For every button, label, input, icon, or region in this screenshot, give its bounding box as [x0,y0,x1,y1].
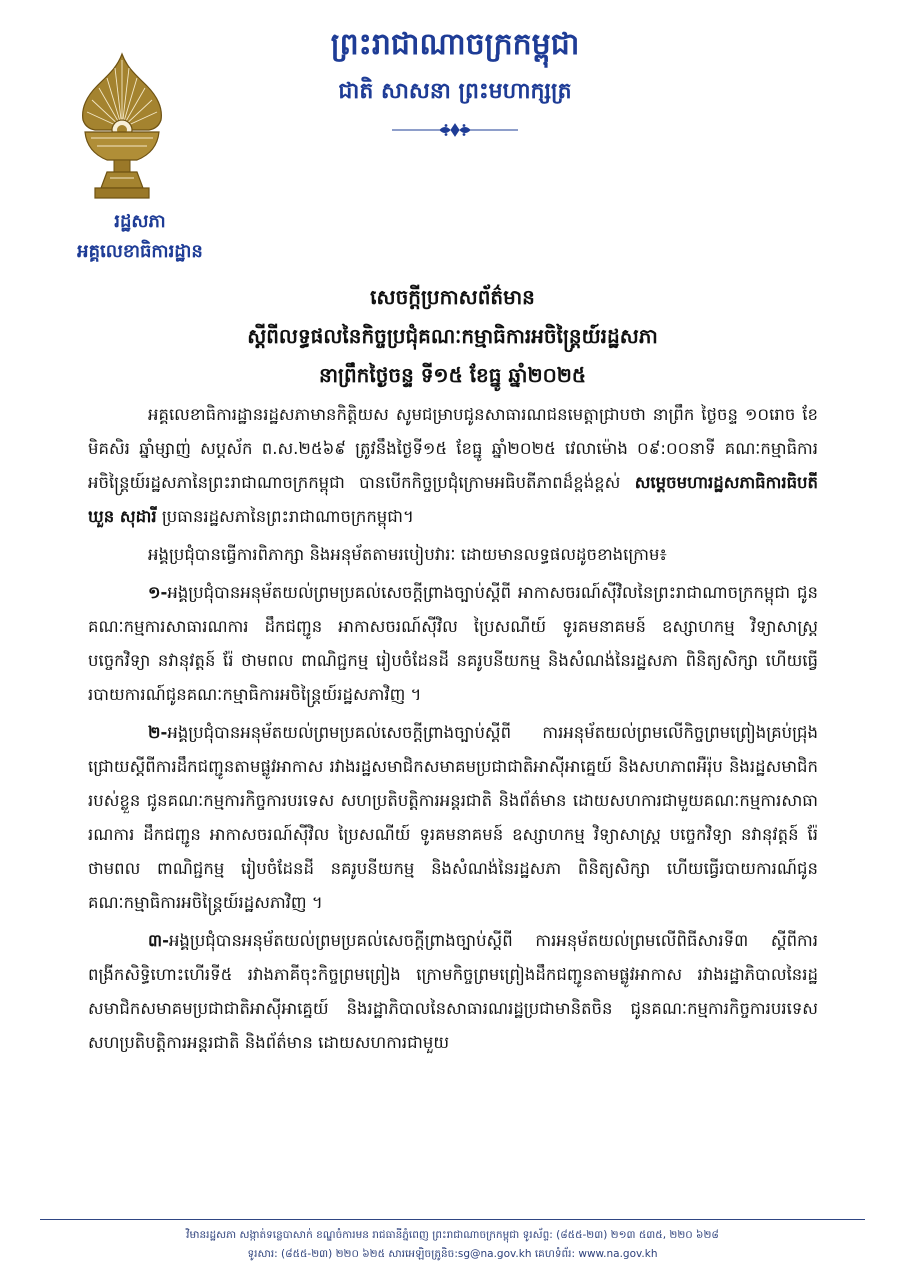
kingdom-heading: ព្រះរាជាណាចក្រកម្ពុជា [330,27,580,62]
national-motto: ជាតិ សាសនា ព្រះមហាក្សត្រ [338,79,572,104]
national-assembly-emblem-icon [77,52,167,202]
department-name: អគ្គលេខាធិការដ្ឋាន [77,241,203,262]
footer-fax-email-web: ទូរសារ: (៨៥៥-២៣) ២២០ ៦២៥ សារអេឡិចត្រូនិច:sg@na.gov.kh គេហទំព័រ: www.na.gov.kh [247,1248,658,1260]
document-title [60,278,845,395]
ornament-divider-icon [390,123,520,137]
title-line-3: នាព្រឹកថ្ងៃចន្ទ ទី១៥ ខែធ្នូ ឆ្នាំ២០២៥ [318,363,587,387]
item-number: ៣- [148,931,169,950]
item-text: អង្គប្រជុំបានអនុម័តយល់ព្រមប្រគល់សេចក្តីព្រាងច្បាប់ស្តីពី ការអនុម័តយល់ព្រមលើកិច្ចព្រមព្រៀងគ្រប់ជ្រុងជ្រោយស្តីពីការដឹកជញ្ជូនតាមផ្លូវអាកាស រវាងរដ្ឋសមាជិកសមាគមប្រជាជាតិអាស៊ីអាគ្នេយ៍ និងសហភាពអឺរ៉ុប និងរដ្ឋសមាជិករបស់ខ្លួន ជូនគណៈកម្មការកិច្ចការបរទេស សហប្រតិបត្តិការអន្តរជាតិ និងព័ត៌មាន ដោយសហការជាមួយគណៈកម្មការសាធារណការ ដឹកជញ្ជូន អាកាសចរណ៍ស៊ីវិល ប្រៃសណីយ៍ ទូរគមនាគមន៍ ឧស្សាហកម្ម វិទ្យាសាស្ត្រ បច្ចេកវិទ្យា នវានុវត្តន៍ រ៉ែ ថាមពល ពាណិជ្ជកម្ម រៀបចំដែនដី នគរូបនីយកម្ម និងសំណង់នៃរដ្ឋសភា ពិនិត្យសិក្សា ហើយធ្វើរបាយការណ៍ជូនគណៈកម្មាធិការអចិន្ត្រៃយ៍រដ្ឋសភាវិញ ។ [88,723,818,912]
organization-name: រដ្ឋសភា [114,211,166,232]
footer-contact [40,1226,865,1264]
item-text: អង្គប្រជុំបានអនុម័តយល់ព្រមប្រគល់សេចក្តីព្រាងច្បាប់ស្តីពី ការអនុម័តយល់ព្រមលើពិធីសារទី៣ ស្តីពីការពង្រីកសិទ្ធិហោះហើរទី៥ រវាងភាគីចុះកិច្ចព្រមព្រៀង ក្រោមកិច្ចព្រមព្រៀងដឹកជញ្ជូនតាមផ្លូវអាកាស រវាងរដ្ឋាភិបាលនៃរដ្ឋសមាជិកសមាគមប្រជាជាតិអាស៊ីអាគ្នេយ៍ និងរដ្ឋាភិបាលនៃសាធារណរដ្ឋប្រជាមានិតចិន ជូនគណៈកម្មការកិច្ចការបរទេស សហប្រតិបត្តិការអន្តរជាតិ និងព័ត៌មាន ដោយសហការជាមួយ [88,931,818,1052]
intro-text: អគ្គលេខាធិការដ្ឋានរដ្ឋសភាមានកិត្តិយស សូមជម្រាបជូនសាធារណជនមេត្តាជ្រាបថា នាព្រឹក ថ្ងៃចន្ទ ១០រោច ខែមិគសិរ ឆ្នាំម្សាញ់ សប្តស័ក ព.ស.២៥៦៩ ត្រូវនឹងថ្ងៃទី១៥ ខែធ្នូ ឆ្នាំ២០២៥ វេលាម៉ោង ០៩:០០នាទី គណៈកម្មាធិការអចិន្ត្រៃយ៍រដ្ឋសភានៃព្រះរាជាណាចក្រកម្ពុជា បានបើកកិច្ចប្រជុំក្រោមអធិបតីភាពដ៏ខ្ពង់ខ្ពស់ [88,405,818,492]
document-body [88,398,818,1206]
result-item [88,716,818,920]
item-text: អង្គប្រជុំបានអនុម័តយល់ព្រមប្រគល់សេចក្តីព្រាងច្បាប់ស្តីពី អាកាសចរណ៍ស៊ីវិលនៃព្រះរាជាណាចក្រកម្ពុជា ជូនគណៈកម្មការសាធារណការ ដឹកជញ្ជូន អាកាសចរណ៍ស៊ីវិល ប្រៃសណីយ៍ ទូរគមនាគមន៍ ឧស្សាហកម្ម វិទ្យាសាស្ត្រ បច្ចេកវិទ្យា នវានុវត្តន៍ រ៉ែ ថាមពល ពាណិជ្ជកម្ម រៀបចំដែនដី នគរូបនីយកម្ម និងសំណង់នៃរដ្ឋសភា ពិនិត្យសិក្សា ហើយធ្វើរបាយការណ៍ជូនគណៈកម្មាធិការអចិន្ត្រៃយ៍រដ្ឋសភាវិញ ។ [88,583,818,704]
footer-divider [40,1219,865,1220]
footer-address: វិមានរដ្ឋសភា សង្កាត់ទន្លេបាសាក់ ខណ្ឌចំការមន រាជធានីភ្នំពេញ ព្រះរាជាណាចក្រកម្ពុជា ទូរស័ព្ទ: (៨៥៥-២៣) ២១៣ ៥៣៥, ២២០ ៦២៨ [186,1229,719,1241]
result-item [88,576,818,712]
result-item [88,924,818,1060]
title-line-2: ស្តីពីលទ្ធផលនៃកិច្ចប្រជុំគណៈកម្មាធិការអចិន្ត្រៃយ៍រដ្ឋសភា [247,324,658,348]
president-name: ឃួន សុដារី [88,507,157,526]
intro-paragraph [88,398,818,534]
item-number: ២- [148,723,168,742]
agenda-paragraph: អង្គប្រជុំបានធ្វើការពិភាក្សា និងអនុម័តតាមរបៀបវារៈ ដោយមានលទ្ធផលដូចខាងក្រោម៖ [148,545,667,564]
issuing-organization [30,207,250,267]
intro-closing: ប្រធានរដ្ឋសភានៃព្រះរាជាណាចក្រកម្ពុជា។ [161,507,414,526]
item-number: ១- [148,583,168,602]
president-title: សម្តេចមហារដ្ឋសភាធិការធិបតី [634,473,818,492]
title-line-1: សេចក្តីប្រកាសព័ត៌មាន [370,285,535,309]
